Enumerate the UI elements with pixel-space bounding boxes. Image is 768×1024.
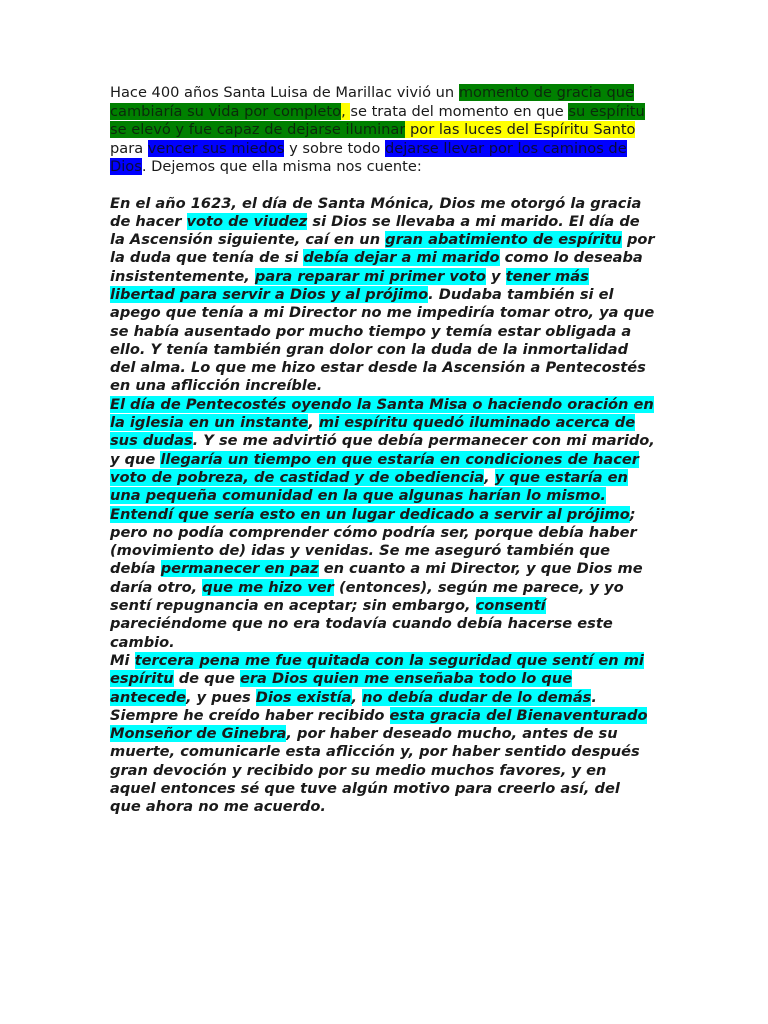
highlighted-text: su espíritu se elevó y fue capaz de dejarse iluminar (110, 102, 645, 138)
text-run: , por haber deseado mucho, antes de su muerte, comunicarle esta aflicción y, por haber sentido después gran devoción y recibido por su medio muchos favores, y en aquel entonces sé que tuve algún motivo para creerlo así, del que ahora no me acuerdo. (110, 725, 640, 816)
highlighted-text: y que estaría en una pequeña comunidad en la que algunas harían lo mismo. (110, 468, 628, 505)
text-run: , (308, 414, 319, 432)
highlighted-text: dejarse llevar por los caminos de Dios (110, 139, 627, 175)
text-run: . Dudaba también si el apego que tenía a mi Director no me impediría tomar otro, ya que se había ausentado por mucho tiempo y temía estar obligada a ello. Y tenía también gran dolor con la duda de la inmortalidad del alma. Lo que me hizo estar desde la Ascensión a Pentecostés en una aflicción increíble. (110, 285, 655, 395)
text-run: En el año 1623, el día de Santa Mónica, Dios me otorgó la gracia de hacer (110, 194, 642, 230)
text-run: y sobre todo (284, 139, 385, 157)
highlighted-text: tercera pena me fue quitada con la seguridad que sentí en mi espíritu (110, 651, 644, 688)
text-run: . Dejemos que ella misma nos cuente: (141, 158, 422, 175)
highlighted-text: para reparar mi primer voto (254, 267, 486, 285)
text-run: . Y se me advirtió que debía permanecer con mi marido, y que (110, 432, 655, 468)
highlighted-text: , (341, 102, 351, 120)
text-run: para (110, 139, 148, 157)
highlighted-text: llegaría un tiempo en que estaría en condiciones de hacer voto de pobreza, de castidad y de obediencia (110, 450, 639, 486)
text-run: (entonces), según me parece, y yo sentí repugnancia en aceptar; sin embargo, (110, 578, 624, 615)
highlighted-text: tener más libertad para servir a Dios y al prójimo (110, 267, 589, 303)
highlighted-text: consentí (475, 597, 546, 615)
text-run: de que (173, 670, 240, 688)
text-run: se trata del momento en que (350, 102, 569, 120)
highlighted-text: Entendí que sería esto en un lugar dedicado a servir al prójimo (110, 505, 630, 523)
highlighted-text: Dios existía (255, 688, 352, 706)
highlighted-text: era Dios quien me enseñaba todo lo que antecede (110, 670, 573, 706)
text-run: Mi (110, 651, 135, 669)
text-run: como lo deseaba insistentemente, (110, 249, 643, 285)
quote-paragraph-4 (110, 652, 655, 817)
text-run: , (484, 468, 495, 486)
text-run: si Dios se llevaba a mi marido. El día de la Ascensión siguiente, caí en un (110, 212, 640, 249)
highlighted-text: permanecer en paz (160, 560, 319, 578)
highlighted-text: voto de viudez (186, 212, 308, 230)
quote-paragraph-3 (110, 506, 655, 652)
text-run: en cuanto a mi Director, y que Dios me daría otro, (110, 560, 643, 596)
intro-paragraph (110, 84, 655, 177)
text-run: . Siempre he creído haber recibido (110, 688, 597, 724)
highlighted-text: momento de gracia que cambiaría su vida por completo (110, 84, 634, 120)
highlighted-text: gran abatimiento de espíritu (385, 231, 622, 249)
quote-body (110, 195, 655, 817)
text-run: ; pero no podía comprender cómo podría ser, porque debía haber (movimiento de) idas y venidas. Se me aseguró también que debía (110, 505, 637, 578)
text-run: y (485, 267, 506, 285)
text-run: Hace 400 años Santa Luisa de Marillac vivió un (110, 84, 459, 101)
text-run: por la duda que tenía de si (110, 231, 655, 267)
highlighted-text: no debía dudar de lo demás (362, 688, 592, 706)
highlighted-text: debía dejar a mi marido (303, 249, 500, 267)
text-run: , y pues (186, 688, 256, 706)
highlighted-text: mi espíritu quedó iluminado acerca de sus dudas (110, 414, 636, 450)
highlighted-text: que me hizo ver (202, 578, 334, 596)
quote-paragraph-2 (110, 396, 655, 506)
highlighted-text: esta gracia del Bienaventurado Monseñor de Ginebra (110, 706, 648, 743)
text-run: pareciéndome que no era todavía cuando debía hacerse este cambio. (110, 615, 613, 651)
highlighted-text: por las luces del Espíritu Santo (405, 121, 636, 138)
document-page (110, 84, 655, 817)
highlighted-text: vencer sus miedos (147, 139, 285, 157)
text-run: , (351, 688, 363, 706)
quote-paragraph-1 (110, 195, 655, 396)
highlighted-text: El día de Pentecostés oyendo la Santa Misa o haciendo oración en la iglesia en un instante (110, 395, 654, 432)
